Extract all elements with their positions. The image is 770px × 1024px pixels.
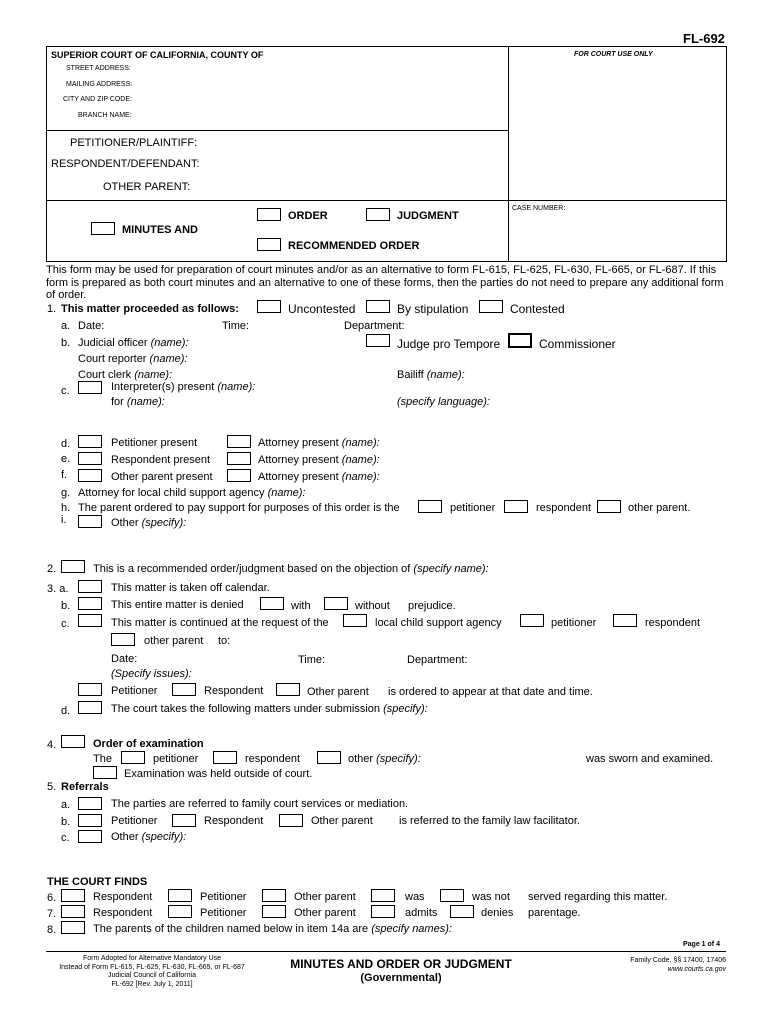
judicial-officer-label (78, 337, 188, 349)
was-checkbox[interactable] (371, 889, 395, 902)
pay-other-parent-label: other parent. (628, 502, 691, 514)
continued-other-parent-checkbox[interactable] (111, 633, 135, 646)
was-label: was (405, 891, 425, 903)
judgment-label: JUDGMENT (397, 210, 459, 222)
denied-label: This entire matter is denied (111, 599, 244, 611)
exam-outside-label: Examination was held outside of court. (124, 768, 313, 780)
prejudice-label: prejudice. (408, 600, 456, 612)
facilitator-respondent-label: Respondent (204, 815, 264, 827)
uncontested-label: Uncontested (288, 302, 356, 316)
name-paren: (name): (150, 337, 189, 349)
facilitator-petitioner-checkbox[interactable] (78, 814, 102, 827)
petitioner-attorney-checkbox[interactable] (227, 435, 251, 448)
header-right-rule (726, 46, 727, 262)
order-checkbox[interactable] (257, 208, 281, 221)
street-address-label: STREET ADDRESS: (66, 65, 131, 72)
denies-checkbox[interactable] (450, 905, 474, 918)
submission-text: The court takes the following matters under submission (111, 703, 381, 715)
time-label: Time: (222, 320, 250, 332)
exam-other-label (348, 753, 421, 765)
courts-url[interactable]: www.courts.ca.gov (667, 966, 726, 973)
continued-petitioner-label: petitioner (551, 617, 597, 629)
respondent-present-label: Respondent present (111, 454, 211, 466)
item-1i-other-checkbox[interactable] (78, 515, 102, 528)
recommended-order-label: RECOMMENDED ORDER (288, 240, 420, 252)
facilitator-petitioner-label: Petitioner (111, 815, 158, 827)
attorney-lcsa-text: Attorney for local child support agency (78, 487, 265, 499)
order-exam-checkbox[interactable] (61, 735, 85, 748)
denies-label: denies (481, 907, 514, 919)
revision-text: FL-692 [Rev. July 1, 2011] (111, 980, 193, 988)
form-subtitle: (Governmental) (360, 972, 442, 984)
name-paren: (name): (134, 369, 173, 381)
name-paren: (name): (217, 381, 256, 393)
appear-other-parent-label: Other parent (307, 686, 369, 698)
petitioner-present-checkbox[interactable] (78, 435, 102, 448)
contested-label: Contested (510, 302, 565, 316)
stipulation-label: By stipulation (397, 302, 469, 316)
interpreter-label (111, 381, 255, 393)
footer-left (46, 955, 258, 989)
name-paren: (name): (341, 437, 380, 449)
name-paren: (name): (341, 471, 380, 483)
parents-text: The parents of the children named below in item 14a are (93, 923, 369, 935)
header-mid-rule (508, 46, 509, 262)
item-1-number: 1. (47, 303, 57, 315)
served-other-parent-label: Other parent (294, 891, 356, 903)
referral-other-checkbox[interactable] (78, 830, 102, 843)
referred-fcs-checkbox[interactable] (78, 797, 102, 810)
exam-petitioner-checkbox[interactable] (121, 751, 145, 764)
item-5-number: 5. (47, 781, 57, 793)
stipulation-checkbox[interactable] (366, 300, 390, 313)
admits-checkbox[interactable] (371, 905, 395, 918)
item-4-number: 4. (47, 739, 57, 751)
parents-label (93, 923, 452, 935)
exam-the-label: The (93, 753, 112, 765)
parentage-petitioner-label: Petitioner (200, 907, 247, 919)
petitioner-attorney-label (258, 437, 380, 449)
petitioner-label: PETITIONER/PLAINTIFF: (70, 137, 198, 149)
facilitator-other-parent-checkbox[interactable] (279, 814, 303, 827)
continued-lcsa-checkbox[interactable] (343, 614, 367, 627)
continued-lcsa-label: local child support agency (375, 617, 502, 629)
attorney-lcsa-label (78, 487, 305, 499)
minutes-and-label: MINUTES AND (122, 224, 198, 236)
item-3a-number: 3. a. (47, 583, 69, 595)
interpreter-checkbox[interactable] (78, 381, 102, 394)
court-title: SUPERIOR COURT OF CALIFORNIA, COUNTY OF (51, 50, 264, 60)
facilitator-other-parent-label: Other parent (311, 815, 373, 827)
continued-checkbox[interactable] (78, 614, 102, 627)
commissioner-label: Commissioner (539, 337, 616, 351)
name-paren: (name): (341, 454, 380, 466)
court-reporter-label (78, 353, 187, 365)
city-zip-label: CITY AND ZIP CODE: (63, 96, 132, 103)
other-text: Other (111, 517, 139, 529)
judge-pro-tempore-checkbox[interactable] (366, 334, 390, 347)
court-reporter-text: Court reporter (78, 353, 147, 365)
continued-respondent-label: respondent (645, 617, 701, 629)
referrals-label: Referrals (61, 781, 109, 793)
submission-label (111, 703, 428, 715)
name-paren: (name): (426, 369, 465, 381)
item-2-label (93, 563, 489, 575)
name-paren: (name): (267, 487, 306, 499)
header-rule-3 (46, 200, 726, 201)
with-prejudice-checkbox[interactable] (260, 597, 284, 610)
referral-other-label (111, 831, 186, 843)
court-clerk-label (78, 369, 172, 381)
item-2-number: 2. (47, 563, 57, 575)
exam-respondent-label: respondent (245, 753, 301, 765)
exam-outside-checkbox[interactable] (93, 766, 117, 779)
specify-language-label: (specify language): (397, 396, 490, 408)
respondent-present-checkbox[interactable] (78, 452, 102, 465)
adopted-text: Form Adopted for Alternative Mandatory Use (82, 955, 222, 962)
item-1i-letter: i. (61, 514, 67, 526)
denied-checkbox[interactable] (78, 597, 102, 610)
item-5c-letter: c. (61, 832, 70, 844)
item-7-number: 7. (47, 908, 57, 920)
exam-other-checkbox[interactable] (317, 751, 341, 764)
other-parent-present-checkbox[interactable] (78, 469, 102, 482)
respondent-attorney-label (258, 454, 380, 466)
family-code: Family Code, §§ 17400, 17406 (630, 957, 726, 964)
case-number-label: CASE NUMBER: (512, 205, 566, 212)
item-1d-letter: d. (61, 438, 71, 450)
item-1e-letter: e. (61, 453, 71, 465)
pay-petitioner-checkbox[interactable] (418, 500, 442, 513)
exam-respondent-checkbox[interactable] (213, 751, 237, 764)
form-id: FL-692 (683, 31, 725, 46)
petitioner-present-label: Petitioner present (111, 437, 198, 449)
other-parent-attorney-checkbox[interactable] (227, 469, 251, 482)
parentage-other-parent-checkbox[interactable] (262, 905, 286, 918)
item-1g-letter: g. (61, 487, 71, 499)
taken-off-calendar-checkbox[interactable] (78, 580, 102, 593)
for-text: for (111, 396, 124, 408)
intro-text: This form may be used for preparation of court minutes and/or as an alternative to form FL-615, FL-625, FL-630, FL-665, or FL-687. If this form is prepared as both court minutes and an alternative to one of these forms, then the parties do not need to prepare any additional form of order. (46, 264, 724, 301)
branch-name-label: BRANCH NAME: (78, 112, 132, 119)
parentage-petitioner-checkbox[interactable] (168, 905, 192, 918)
admits-label: admits (405, 907, 438, 919)
item-3b-letter: b. (61, 600, 71, 612)
minutes-checkbox[interactable] (91, 222, 115, 235)
footer-rule (46, 951, 726, 952)
interpreter-text: Interpreter(s) present (111, 381, 215, 393)
specify-paren: (specify): (376, 753, 421, 765)
referred-fcs-label: The parties are referred to family court services or mediation. (111, 798, 409, 810)
header-rule-2 (46, 130, 508, 131)
judgment-checkbox[interactable] (366, 208, 390, 221)
pay-respondent-checkbox[interactable] (504, 500, 528, 513)
other-text: Other (111, 831, 139, 843)
served-respondent-checkbox[interactable] (61, 889, 85, 902)
served-respondent-label: Respondent (93, 891, 153, 903)
item-8-number: 8. (47, 924, 57, 936)
item-1c-letter: c. (61, 385, 70, 397)
header-bottom-rule (46, 261, 726, 262)
form-title: MINUTES AND ORDER OR JUDGMENT (290, 957, 512, 971)
continued-to-label: to: (218, 635, 231, 647)
item-2-text: This is a recommended order/judgment based on the objection of (93, 563, 411, 575)
ordered-to-pay-label: The parent ordered to pay support for purposes of this order is the (78, 502, 400, 514)
facilitator-label: is referred to the family law facilitator. (399, 815, 580, 827)
order-exam-label: Order of examination (93, 738, 204, 750)
uncontested-checkbox[interactable] (257, 300, 281, 313)
item-3d-letter: d. (61, 705, 71, 717)
was-not-label: was not (472, 891, 510, 903)
parentage-respondent-label: Respondent (93, 907, 153, 919)
header-top-rule (46, 46, 726, 47)
other-text: other (348, 753, 374, 765)
parentage-other-parent-label: Other parent (294, 907, 356, 919)
served-petitioner-label: Petitioner (200, 891, 247, 903)
with-label: with (291, 600, 311, 612)
continued-department-label: Department: (407, 654, 468, 666)
instead-text: Instead of Form FL-615, FL-625, FL-630, FL-665, or FL-687 (59, 963, 245, 971)
item-6-number: 6. (47, 892, 57, 904)
continued-petitioner-checkbox[interactable] (520, 614, 544, 627)
pay-other-parent-checkbox[interactable] (597, 500, 621, 513)
respondent-attorney-checkbox[interactable] (227, 452, 251, 465)
header-left-rule (46, 46, 47, 262)
other-parent-present-label: Other parent present (111, 471, 213, 483)
bailiff-label (397, 369, 465, 381)
item-1f-letter: f. (61, 469, 68, 481)
continued-respondent-checkbox[interactable] (613, 614, 637, 627)
specify-paren: (specify): (383, 703, 428, 715)
court-clerk-text: Court clerk (78, 369, 132, 381)
appear-other-parent-checkbox[interactable] (276, 683, 300, 696)
appear-respondent-checkbox[interactable] (172, 683, 196, 696)
appear-petitioner-checkbox[interactable] (78, 683, 102, 696)
attorney-present-text: Attorney present (258, 471, 339, 483)
item-1i-other-label (111, 517, 186, 529)
without-prejudice-checkbox[interactable] (324, 597, 348, 610)
specify-names-paren: (specify names): (371, 923, 452, 935)
sworn-label: was sworn and examined. (586, 753, 714, 765)
bailiff-text: Bailiff (397, 369, 424, 381)
continued-time-label: Time: (298, 654, 326, 666)
submission-checkbox[interactable] (78, 701, 102, 714)
continued-other-parent-label: other parent (144, 635, 204, 647)
continued-date-label: Date: (111, 653, 138, 665)
page-number: Page 1 of 4 (683, 941, 720, 948)
judge-pro-tempore-label: Judge pro Tempore (397, 337, 501, 351)
item-3c-letter: c. (61, 618, 70, 630)
name-paren: (name): (149, 353, 188, 365)
department-label: Department: (344, 320, 405, 332)
other-parent-attorney-label (258, 471, 380, 483)
without-label: without (355, 600, 390, 612)
served-label: served regarding this matter. (528, 891, 668, 903)
parentage-respondent-checkbox[interactable] (61, 905, 85, 918)
facilitator-respondent-checkbox[interactable] (172, 814, 196, 827)
appear-respondent-label: Respondent (204, 685, 264, 697)
recommended-order-checkbox[interactable] (257, 238, 281, 251)
item-1b-letter: b. (61, 337, 71, 349)
specify-issues-label: (Specify issues): (111, 668, 192, 680)
name-paren: (name): (126, 396, 165, 408)
parentage-label: parentage. (528, 907, 581, 919)
item-1-label: This matter proceeded as follows: (61, 303, 239, 315)
other-parent-label: OTHER PARENT: (103, 181, 191, 193)
appear-petitioner-label: Petitioner (111, 685, 158, 697)
item-1h-letter: h. (61, 502, 71, 514)
ordered-appear-label: is ordered to appear at that date and time. (388, 686, 593, 698)
specify-paren: (specify): (141, 517, 187, 529)
taken-off-calendar-label: This matter is taken off calendar. (111, 582, 270, 594)
order-label: ORDER (288, 210, 328, 222)
council-text: Judicial Council of California (108, 972, 196, 979)
contested-checkbox[interactable] (479, 300, 503, 313)
pay-respondent-label: respondent (536, 502, 592, 514)
respondent-label: RESPONDENT/DEFENDANT: (51, 158, 200, 170)
served-petitioner-checkbox[interactable] (168, 889, 192, 902)
pay-petitioner-label: petitioner (450, 502, 496, 514)
mailing-address-label: MAILING ADDRESS: (66, 81, 133, 88)
specify-name-paren: (specify name): (413, 563, 489, 575)
exam-petitioner-label: petitioner (153, 753, 199, 765)
commissioner-checkbox[interactable] (508, 333, 532, 348)
continued-label: This matter is continued at the request of the (111, 617, 329, 629)
judicial-officer-text: Judicial officer (78, 337, 148, 349)
item-5b-letter: b. (61, 816, 71, 828)
court-use-only: FOR COURT USE ONLY (574, 51, 653, 58)
specify-paren: (specify): (141, 831, 187, 843)
item-5a-letter: a. (61, 799, 71, 811)
served-other-parent-checkbox[interactable] (262, 889, 286, 902)
date-label: Date: (78, 320, 105, 332)
was-not-checkbox[interactable] (440, 889, 464, 902)
item-1a-letter: a. (61, 320, 71, 332)
attorney-present-text: Attorney present (258, 454, 339, 466)
court-finds-heading: THE COURT FINDS (47, 876, 148, 888)
interpreter-for-label (111, 396, 165, 408)
item-2-checkbox[interactable] (61, 560, 85, 573)
attorney-present-text: Attorney present (258, 437, 339, 449)
parents-checkbox[interactable] (61, 921, 85, 934)
